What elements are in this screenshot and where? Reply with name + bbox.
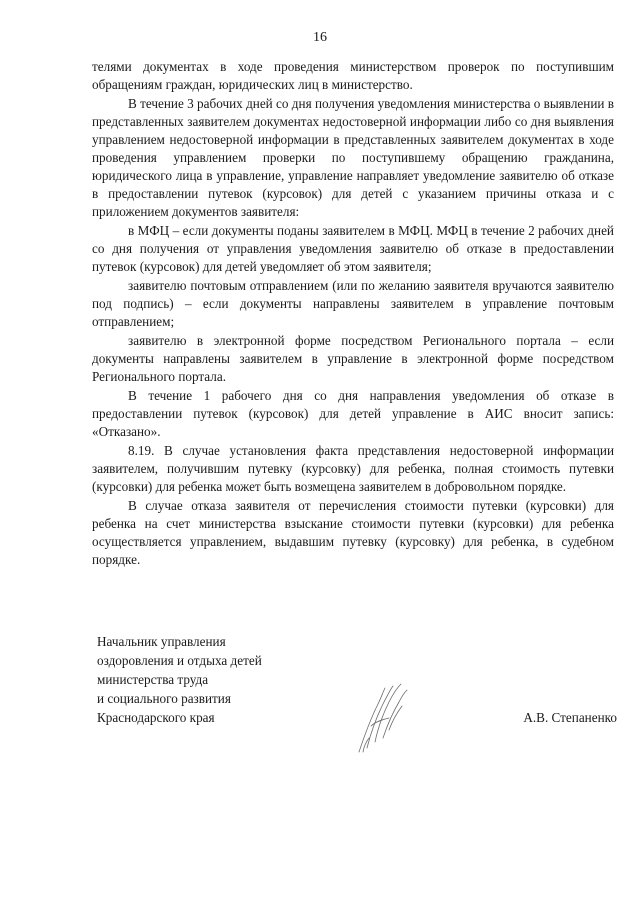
paragraph-continuation: телями документах в ходе проведения министерством проверок по поступившим обращениям граждан, юридических лиц в министерство. bbox=[92, 59, 614, 92]
signer-name: А.В. Степаненко bbox=[523, 710, 617, 725]
signer-position bbox=[97, 632, 262, 727]
signer-position-line: и социального развития bbox=[97, 691, 231, 706]
handwritten-signature bbox=[345, 682, 425, 754]
signer-position-line: Начальник управления bbox=[97, 634, 226, 649]
paragraph-notification-deadline: В течение 3 рабочих дней со дня получения уведомления министерства о выявлении в представленных заявителем документах недостоверной информации либо со дня выявления управлением недостоверной информации в представленных заявителем документах в ходе проведения управлением проверки по поступившему обращению гражданина, юридического лица в управление, управление направляет уведомление заявителю об отказе в предоставлении путевок (курсовок) для детей с указанием причины отказа и с приложением документов заявителя: bbox=[92, 96, 614, 219]
signature-block bbox=[97, 632, 617, 762]
signer-position-line: Краснодарского края bbox=[97, 710, 215, 725]
paragraph-ais-record: В течение 1 рабочего дня со дня направления уведомления об отказе в предоставлении путевок (курсовок) для детей управление в АИС вносит запись: «Отказано». bbox=[92, 388, 614, 439]
document-body bbox=[92, 58, 614, 570]
paragraph-court-recovery: В случае отказа заявителя от перечисления стоимости путевки (курсовки) для ребенка на счет министерства взыскание стоимости путевки (курсовки) для ребенка осуществляется управлением, выдавшим путевку (курсовку) для ребенка, в судебном порядке. bbox=[92, 498, 614, 567]
paragraph-clause-8-19: 8.19. В случае установления факта представления недостоверной информации заявителем, получившим путевку (курсовку) для ребенка, полная стоимость путевки (курсовки) для ребенка может быть возмещена заявителем в добровольном порядке. bbox=[92, 443, 614, 494]
paragraph-portal-option: заявителю в электронной форме посредством Регионального портала – если документы направлены заявителем в управление в электронной форме посредством Регионального портала. bbox=[92, 333, 614, 384]
signer-position-line: оздоровления и отдыха детей bbox=[97, 653, 262, 668]
paragraph-postal-option: заявителю почтовым отправлением (или по желанию заявителя вручаются заявителю под подпись) – если документы направлены заявителем в управление почтовым отправлением; bbox=[92, 278, 614, 329]
signer-position-line: министерства труда bbox=[97, 672, 209, 687]
page-number: 16 bbox=[313, 30, 327, 45]
paragraph-mfc-option: в МФЦ – если документы поданы заявителем в МФЦ. МФЦ в течение 2 рабочих дней со дня получения от управления уведомления заявителю об отказе в предоставлении путевок (курсовок) для детей уведомляет об этом заявителя; bbox=[92, 223, 614, 274]
